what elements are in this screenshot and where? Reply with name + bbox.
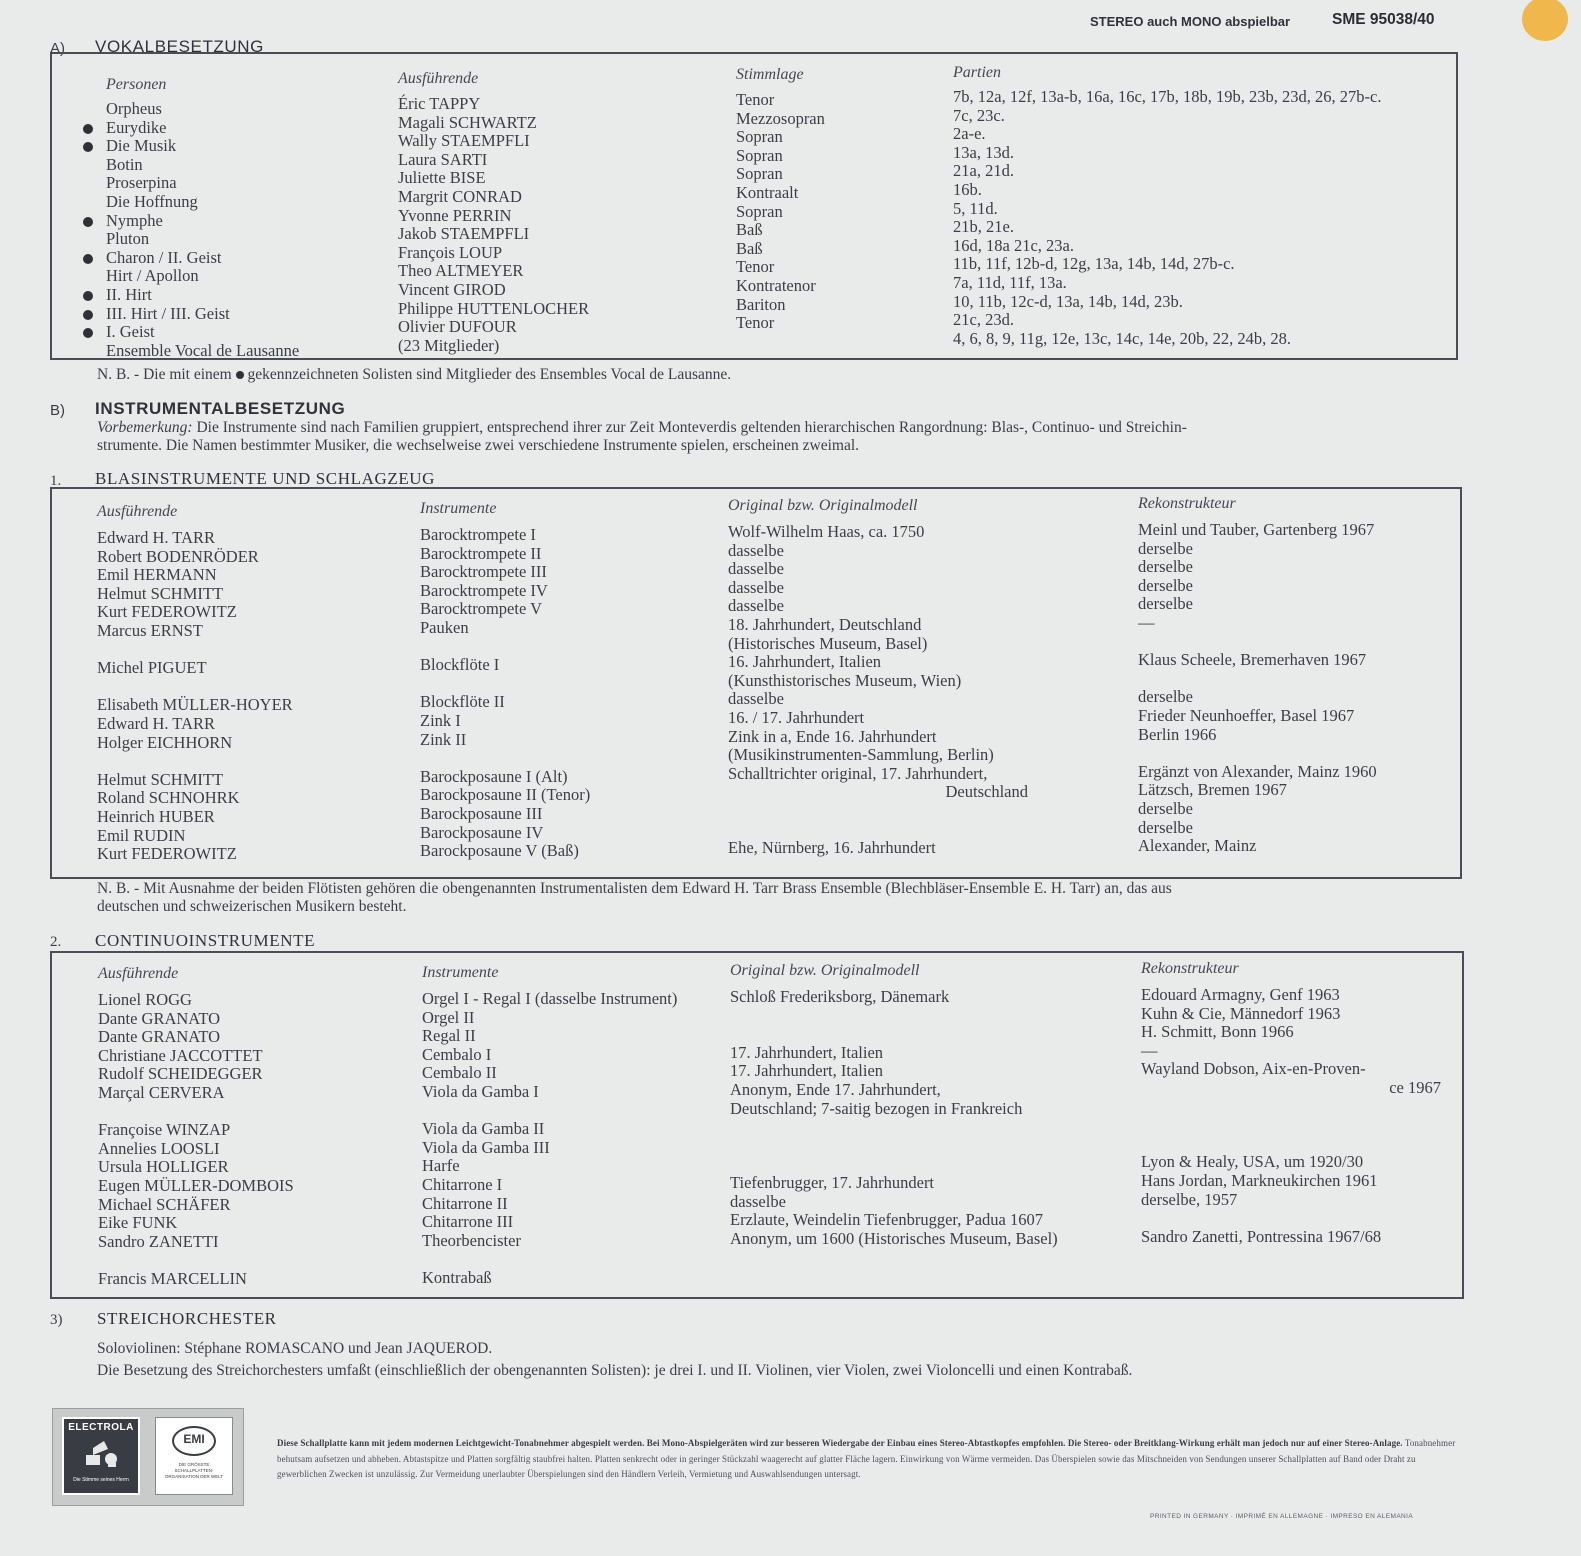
performer-cell: (23 Mitglieder) xyxy=(398,335,500,355)
brass-reconstructor-cell: derselbe xyxy=(1138,594,1193,614)
brass-instrument-cell: Pauken xyxy=(420,617,469,637)
brass-instrument-cell: Barocktrompete V xyxy=(420,599,543,619)
emi-logo xyxy=(155,1417,233,1495)
continuo-reconstructor-column xyxy=(1141,986,1441,1284)
performer-cell: Jakob STAEMPFLI xyxy=(398,224,530,244)
brass-nb-line-1: N. B. - Mit Ausnahme der beiden Flötisten gehören die obengenannten Instrumentalisten dem Edward H. Tarr Brass Ensemble (Blechbläser-Ensemble E. H. Tarr) an, das aus xyxy=(97,880,1172,897)
continuo-reconstructor-cell xyxy=(1141,1116,1441,1135)
brass-original-cell: 16. Jahrhundert, Italien xyxy=(728,652,882,672)
voice-type-cell: Tenor xyxy=(736,90,775,109)
brass-performer-cell: Kurt FEDEROWITZ xyxy=(97,844,237,864)
person-cell: Nymphe xyxy=(106,210,163,230)
brass-original-cell: Zink in a, Ende 16. Jahrhundert xyxy=(728,726,937,746)
bullet-icon xyxy=(83,310,93,320)
ensemble-marker xyxy=(83,119,93,138)
continuo-instrument-cell: Kontrabaß xyxy=(422,1267,492,1287)
section-b-heading: INSTRUMENTALBESETZUNG xyxy=(95,399,346,418)
continuo-instrument-cell: Chitarrone I xyxy=(422,1174,503,1194)
section-2-number: 2. xyxy=(50,934,62,950)
continuo-original-cell: Erzlaute, Weindelin Tiefenbrugger, Padua 1607 xyxy=(730,1210,1043,1230)
brass-instrument-cell: Barockposaune III xyxy=(420,803,543,823)
brass-performer-cell: Roland SCHNOHRK xyxy=(97,788,240,808)
brass-col-header-instrumente: Instrumente xyxy=(420,500,497,517)
continuo-reconstructor-cell xyxy=(1141,1135,1441,1154)
electrola-slogan: Die Stimme seines Herrn xyxy=(73,1477,129,1483)
continuo-original-cell xyxy=(730,1025,1058,1044)
brass-performer-cell xyxy=(97,678,293,697)
parts-cell: 16b. xyxy=(953,179,982,199)
brass-reconstructor-cell: derselbe xyxy=(1138,557,1193,577)
brass-instrument-cell: Barocktrompete I xyxy=(420,525,536,544)
continuo-performer-cell xyxy=(98,1103,294,1122)
col-header-partien: Partien xyxy=(953,64,1001,81)
col-header-ausfuehrende: Ausführende xyxy=(398,70,479,87)
vocal-nb-prefix: N. B. - Die mit einem xyxy=(97,366,232,383)
continuo-original-cell: 17. Jahrhundert, Italien xyxy=(730,1042,884,1062)
ensemble-marker xyxy=(83,156,93,175)
person-cell: Die Hoffnung xyxy=(106,191,198,211)
ensemble-marker xyxy=(83,193,93,212)
playback-notice-rest: Tonabnehmer behutsam aufsetzen und abheben. Abtastspitze und Platten sorgfältig staubfrei halten. Platten senkrecht oder in geringer Stückzahl waagerecht auf glatter Fläche lagern. Einwirkung von Wärme vermeiden. Das Überspielen sowie das Mitschneiden von Sendungen unserer Schallplatten auf Band oder Draht zu gewerblichen Zwecken ist unzulässig. Zur Vermeidung unerlaubter Überspielungen sind den Händlern Verleih, Vermietung und Auswahlsendungen untersagt. xyxy=(277,1438,1456,1479)
brass-instruments-column xyxy=(420,526,590,861)
continuo-original-cell xyxy=(730,1155,1058,1174)
continuo-performer-cell: Sandro ZANETTI xyxy=(98,1231,219,1251)
ensemble-marker xyxy=(83,174,93,193)
brass-reconstructor-cell: Berlin 1966 xyxy=(1138,724,1217,744)
continuo-instrument-cell: Cembalo I xyxy=(422,1044,492,1064)
continuo-reconstructor-cell xyxy=(1141,1209,1441,1228)
continuo-original-cell xyxy=(730,1267,1058,1286)
bullet-icon xyxy=(236,371,244,379)
ensemble-marker xyxy=(83,267,93,286)
vocal-nb-suffix: gekennzeichneten Solisten sind Mitglieder des Ensembles Vocal de Lausanne. xyxy=(247,366,732,383)
brass-reconstructor-cell: derselbe xyxy=(1138,575,1193,595)
solo-violins: Soloviolinen: Stéphane ROMASCANO und Jean JAQUEROD. xyxy=(97,1340,493,1357)
continuo-reconstructor-cell: ce 1967 xyxy=(1389,1077,1441,1097)
continuo-original-cell: Deutschland; 7-saitig bezogen in Frankreich xyxy=(730,1098,1023,1118)
brass-performer-cell: Emil HERMANN xyxy=(97,565,217,585)
voice-type-cell: Sopran xyxy=(736,127,783,147)
continuo-performer-cell: Annelies LOOSLI xyxy=(98,1138,220,1158)
personen-column xyxy=(106,100,299,360)
ensemble-markers xyxy=(83,100,93,360)
brass-original-cell xyxy=(728,802,1028,821)
brass-performer-cell: Elisabeth MÜLLER-HOYER xyxy=(97,695,293,715)
voice-type-cell: Tenor xyxy=(736,313,775,333)
brass-reconstructor-cell: derselbe xyxy=(1138,817,1193,837)
performer-cell: Laura SARTI xyxy=(398,149,488,169)
brass-instrument-cell: Barockposaune IV xyxy=(420,822,544,842)
continuo-performer-cell: Christiane JACCOTTET xyxy=(98,1045,263,1065)
continuo-instrument-cell: Orgel II xyxy=(422,1007,475,1027)
brass-performer-cell xyxy=(97,641,293,660)
continuo-original-cell xyxy=(730,1137,1058,1156)
parts-column xyxy=(953,88,1381,348)
continuo-original-cell: Anonym, um 1600 (Historisches Museum, Basel) xyxy=(730,1228,1058,1248)
performer-cell: Magali SCHWARTZ xyxy=(398,112,537,132)
continuo-performer-cell: Eugen MÜLLER-DOMBOIS xyxy=(98,1175,294,1195)
brass-reconstructor-cell xyxy=(1138,633,1377,652)
brass-instrument-cell xyxy=(420,675,590,694)
continuo-performer-cell: Eike FUNK xyxy=(98,1213,178,1233)
brass-reconstructor-cell: derselbe xyxy=(1138,538,1193,558)
continuo-instrument-cell: Harfe xyxy=(422,1156,460,1176)
brass-original-cell: Wolf-Wilhelm Haas, ca. 1750 xyxy=(728,522,925,541)
voice-type-cell: Sopran xyxy=(736,201,783,221)
brass-original-cell: dasselbe xyxy=(728,577,784,597)
vorbemerkung-line-1: Die Instrumente sind nach Familien gruppiert, entsprechend ihrer zur Zeit Monteverdis geltenden hierarchischen Rangordnung: Blas-, Continuo- und Streichin- xyxy=(196,419,1187,436)
brass-instrument-cell: Blockflöte II xyxy=(420,692,505,712)
logo-panel xyxy=(52,1408,244,1506)
performer-cell: Éric TAPPY xyxy=(398,94,481,113)
brass-performer-cell: Emil RUDIN xyxy=(97,825,186,845)
continuo-instrument-cell: Chitarrone III xyxy=(422,1212,514,1232)
continuo-original-cell: Tiefenbrugger, 17. Jahrhundert xyxy=(730,1172,935,1192)
person-cell: Botin xyxy=(106,154,143,174)
parts-cell: 7c, 23c. xyxy=(953,105,1005,125)
performer-cell: François LOUP xyxy=(398,242,503,262)
brass-original-cell: (Musikinstrumenten-Sammlung, Berlin) xyxy=(728,745,994,765)
continuo-reconstructor-cell: Lyon & Healy, USA, um 1920/30 xyxy=(1141,1152,1364,1172)
person-cell: Pluton xyxy=(106,229,150,249)
voice-type-cell: Kontraalt xyxy=(736,182,799,202)
person-cell: Die Musik xyxy=(106,136,177,156)
brass-original-cell: Ehe, Nürnberg, 16. Jahrhundert xyxy=(728,838,936,858)
section-1-heading: BLASINSTRUMENTE UND SCHLAGZEUG xyxy=(95,469,436,488)
brass-nb-note xyxy=(97,880,1467,916)
voice-type-cell: Sopran xyxy=(736,164,783,184)
parts-cell: 7b, 12a, 12f, 13a-b, 16a, 16c, 17b, 18b, 19b, 23b, 23d, 26, 27b-c. xyxy=(953,87,1382,106)
brass-col-header-ausfuehrende: Ausführende xyxy=(97,503,178,520)
string-orchestra-line: Die Besetzung des Streichorchesters umfaßt (einschließlich der obengenannten Solisten): je drei I. und II. Violinen, vier Violen, zwei Violoncelli und einen Kontrabaß. xyxy=(97,1362,1133,1379)
continuo-instrument-cell: Cembalo II xyxy=(422,1063,497,1083)
continuo-instrument-cell: Theorbencister xyxy=(422,1230,521,1250)
parts-cell: 21c, 23d. xyxy=(953,310,1014,330)
ensemble-marker xyxy=(83,342,93,361)
continuo-col-header-original: Original bzw. Originalmodell xyxy=(730,962,920,979)
person-cell: Orpheus xyxy=(106,99,162,118)
continuo-original-column xyxy=(730,988,1058,1286)
col-header-stimmlage: Stimmlage xyxy=(736,66,804,83)
brass-original-column xyxy=(728,523,1028,858)
bullet-icon xyxy=(83,124,93,134)
ensemble-marker xyxy=(83,137,93,156)
brass-reconstructor-cell: derselbe xyxy=(1138,798,1193,818)
brass-original-cell: Deutschland xyxy=(945,782,1028,802)
continuo-original-cell: dasselbe xyxy=(730,1191,786,1211)
bullet-icon xyxy=(83,328,93,338)
parts-cell: 16d, 18a 21c, 23a. xyxy=(953,235,1074,255)
continuo-reconstructor-cell: Hans Jordan, Markneukirchen 1961 xyxy=(1141,1170,1378,1190)
brass-original-cell: Schalltrichter original, 17. Jahrhundert, xyxy=(728,763,988,783)
stereo-note: STEREO auch MONO abspielbar xyxy=(1090,14,1291,29)
brass-performer-cell: Heinrich HUBER xyxy=(97,806,215,826)
voice-type-cell: Mezzosopran xyxy=(736,108,825,128)
performer-cell: Wally STAEMPFLI xyxy=(398,131,530,151)
brass-instrument-cell: Barockposaune V (Baß) xyxy=(420,841,579,861)
parts-cell: 4, 6, 8, 9, 11g, 12e, 13c, 14c, 14e, 20b, 22, 24b, 28. xyxy=(953,328,1292,348)
continuo-reconstructor-cell: — xyxy=(1141,1040,1158,1060)
performer-cell: Margrit CONRAD xyxy=(398,186,522,206)
brass-instrument-cell: Zink II xyxy=(420,729,467,749)
performer-cell: Philippe HUTTENLOCHER xyxy=(398,298,590,318)
section-a-number: A) xyxy=(50,40,65,57)
brass-performer-cell: Holger EICHHORN xyxy=(97,732,233,752)
ensemble-marker xyxy=(83,212,93,231)
brass-reconstructor-cell: Frieder Neunhoeffer, Basel 1967 xyxy=(1138,705,1355,725)
brass-original-cell: dasselbe xyxy=(728,689,784,709)
brass-reconstructor-cell: Lätzsch, Bremen 1967 xyxy=(1138,780,1287,800)
brass-original-cell: dasselbe xyxy=(728,596,784,616)
continuo-original-cell xyxy=(730,1118,1058,1137)
brass-reconstructor-cell: Alexander, Mainz xyxy=(1138,836,1257,856)
bullet-icon xyxy=(83,142,93,152)
section-3-heading: STREICHORCHESTER xyxy=(97,1309,277,1328)
performer-cell: Vincent GIROD xyxy=(398,279,506,299)
continuo-reconstructor-cell: H. Schmitt, Bonn 1966 xyxy=(1141,1022,1294,1042)
brass-instrument-cell: Barockposaune II (Tenor) xyxy=(420,785,591,805)
brass-reconstructor-cell xyxy=(1138,670,1377,689)
continuo-performer-cell: Françoise WINZAP xyxy=(98,1120,231,1140)
continuo-col-header-ausfuehrende: Ausführende xyxy=(98,965,179,982)
continuo-instrument-cell: Viola da Gamba III xyxy=(422,1137,550,1157)
ensemble-marker xyxy=(83,100,93,119)
brass-performer-cell: Marcus ERNST xyxy=(97,620,203,640)
parts-cell: 10, 11b, 12c-d, 13a, 14b, 14d, 23b. xyxy=(953,291,1183,311)
person-cell: Ensemble Vocal de Lausanne xyxy=(106,340,300,360)
person-cell: Hirt / Apollon xyxy=(106,266,199,286)
vorbemerkung xyxy=(97,419,1467,455)
continuo-col-header-rekonstrukteur: Rekonstrukteur xyxy=(1141,960,1239,977)
parts-cell: 7a, 11d, 11f, 13a. xyxy=(953,272,1067,292)
brass-performer-cell: Edward H. TARR xyxy=(97,528,215,547)
voice-type-cell: Tenor xyxy=(736,257,775,277)
col-header-personen: Personen xyxy=(106,76,167,93)
brass-instrument-cell xyxy=(420,749,590,768)
continuo-original-cell: 17. Jahrhundert, Italien xyxy=(730,1061,884,1081)
continuo-performer-cell: Marçal CERVERA xyxy=(98,1082,225,1102)
brass-reconstructor-cell: derselbe xyxy=(1138,687,1193,707)
printed-in-germany: PRINTED IN GERMANY · IMPRIMÉ EN ALLEMAGNE · IMPRESO EN ALEMANIA xyxy=(1150,1513,1414,1520)
price-sticker xyxy=(1522,0,1568,41)
brass-performers-column xyxy=(97,529,293,864)
continuo-instrument-cell: Orgel I - Regal I (dasselbe Instrument) xyxy=(422,989,678,1008)
performer-cell: Theo ALTMEYER xyxy=(398,261,524,281)
brass-instrument-cell: Barocktrompete II xyxy=(420,543,542,563)
ensemble-marker xyxy=(83,249,93,268)
brass-reconstructor-cell xyxy=(1138,744,1377,763)
performer-cell: Yvonne PERRIN xyxy=(398,205,512,225)
performer-cell: Olivier DUFOUR xyxy=(398,317,517,337)
emi-slogan: DIE GRÖSSTE SCHALLPLATTEN-ORGANISATION DER WELT xyxy=(164,1462,224,1479)
parts-cell: 21b, 21e. xyxy=(953,217,1014,237)
section-2-heading: CONTINUOINSTRUMENTE xyxy=(95,931,316,950)
voice-type-cell: Sopran xyxy=(736,145,783,165)
ensemble-marker xyxy=(83,323,93,342)
bullet-icon xyxy=(83,291,93,301)
electrola-wordmark: ELECTROLA xyxy=(68,1422,134,1433)
brass-original-cell: (Kunsthistorisches Museum, Wien) xyxy=(728,670,962,690)
continuo-performers-column xyxy=(98,991,294,1289)
person-cell: II. Hirt xyxy=(106,284,152,304)
parts-cell: 5, 11d. xyxy=(953,198,998,218)
ensemble-marker xyxy=(83,305,93,324)
continuo-performer-cell: Lionel ROGG xyxy=(98,990,192,1009)
brass-original-cell: dasselbe xyxy=(728,559,784,579)
continuo-original-cell: Schloß Frederiksborg, Dänemark xyxy=(730,987,950,1006)
person-cell: III. Hirt / III. Geist xyxy=(106,303,230,323)
playback-notice-bold: Diese Schallplatte kann mit jedem modernen Leichtgewicht-Tonabnehmer abgespielt werden. Bei Mono-Abspielgeräten wird zur besseren Wiedergabe der Einbau eines Stereo-Abtastkopfes empfohlen. Die Stereo- oder Breitklang-Wirkung erhält man jedoch nur auf einer Stereo-Anlage. xyxy=(277,1438,1403,1448)
section-b-number: B) xyxy=(50,402,65,419)
voice-type-cell: Baß xyxy=(736,220,763,240)
continuo-original-cell xyxy=(730,1007,1058,1026)
continuo-reconstructor-cell xyxy=(1141,1265,1441,1284)
brass-instrument-cell xyxy=(420,638,590,657)
vocal-performers-column xyxy=(398,95,589,355)
brass-instrument-cell: Zink I xyxy=(420,710,461,730)
brass-performer-cell: Helmut SCHMITT xyxy=(97,583,224,603)
continuo-reconstructor-cell xyxy=(1141,1098,1441,1117)
continuo-reconstructor-cell xyxy=(1141,1246,1441,1265)
continuo-instrument-cell: Viola da Gamba II xyxy=(422,1119,545,1139)
catalog-number: SME 95038/40 xyxy=(1332,11,1435,28)
brass-performer-cell: Michel PIGUET xyxy=(97,658,207,678)
section-3-number: 3) xyxy=(50,1312,63,1328)
brass-original-cell: (Historisches Museum, Basel) xyxy=(728,633,928,653)
continuo-instrument-cell xyxy=(422,1102,677,1121)
continuo-instrument-cell: Viola da Gamba I xyxy=(422,1081,539,1101)
brass-original-cell xyxy=(728,821,1028,840)
section-1-number: 1. xyxy=(50,473,62,489)
continuo-reconstructor-cell: Edouard Armagny, Genf 1963 xyxy=(1141,985,1340,1004)
electrola-logo xyxy=(62,1417,140,1495)
continuo-reconstructor-cell: Sandro Zanetti, Pontressina 1967/68 xyxy=(1141,1226,1382,1246)
continuo-col-header-instrumente: Instrumente xyxy=(422,964,499,981)
gramophone-dog-icon xyxy=(84,1439,120,1469)
person-cell: Proserpina xyxy=(106,173,177,193)
emi-wordmark: EMI xyxy=(183,1432,205,1446)
playback-notice xyxy=(277,1436,1463,1483)
person-cell: Charon / II. Geist xyxy=(106,247,222,267)
person-cell: I. Geist xyxy=(106,322,155,342)
brass-original-cell: dasselbe xyxy=(728,540,784,560)
voice-type-cell: Kontratenor xyxy=(736,275,816,295)
performer-cell: Juliette BISE xyxy=(398,168,486,188)
brass-performer-cell: Edward H. TARR xyxy=(97,713,215,733)
brass-original-cell: 16. / 17. Jahrhundert xyxy=(728,707,865,727)
continuo-instrument-cell: Chitarrone II xyxy=(422,1193,508,1213)
brass-original-cell: 18. Jahrhundert, Deutschland xyxy=(728,614,922,634)
brass-performer-cell: Robert BODENRÖDER xyxy=(97,546,259,566)
continuo-instruments-column xyxy=(422,990,677,1288)
continuo-performer-cell: Dante GRANATO xyxy=(98,1027,221,1047)
continuo-performer-cell: Michael SCHÄFER xyxy=(98,1194,231,1214)
parts-cell: 11b, 11f, 12b-d, 12g, 13a, 14b, 14d, 27b-c. xyxy=(953,254,1235,274)
continuo-reconstructor-cell: Kuhn & Cie, Männedorf 1963 xyxy=(1141,1003,1341,1023)
ensemble-marker xyxy=(83,230,93,249)
brass-nb-line-2: deutschen und schweizerischen Musikern besteht. xyxy=(97,898,407,915)
section-a-heading: VOKALBESETZUNG xyxy=(95,37,264,56)
continuo-original-cell xyxy=(730,1248,1058,1267)
brass-reconstructor-cell: — xyxy=(1138,612,1155,632)
parts-cell: 13a, 13d. xyxy=(953,142,1014,162)
ensemble-marker xyxy=(83,286,93,305)
brass-reconstructor-cell: Klaus Scheele, Bremerhaven 1967 xyxy=(1138,650,1367,670)
brass-instrument-cell: Blockflöte I xyxy=(420,655,500,675)
brass-instrument-cell: Barocktrompete IV xyxy=(420,580,548,600)
brass-reconstructor-cell: Ergänzt von Alexander, Mainz 1960 xyxy=(1138,761,1377,781)
continuo-performer-cell: Ursula HOLLIGER xyxy=(98,1157,229,1177)
brass-col-header-rekonstrukteur: Rekonstrukteur xyxy=(1138,495,1236,512)
continuo-performer-cell: Dante GRANATO xyxy=(98,1008,221,1028)
continuo-performer-cell: Francis MARCELLIN xyxy=(98,1268,247,1288)
person-cell: Eurydike xyxy=(106,117,167,137)
parts-cell: 21a, 21d. xyxy=(953,161,1014,181)
voice-type-cell: Bariton xyxy=(736,294,786,314)
continuo-reconstructor-cell: derselbe, 1957 xyxy=(1141,1189,1238,1209)
brass-performer-cell: Kurt FEDEROWITZ xyxy=(97,602,237,622)
brass-reconstructor-cell: Meinl und Tauber, Gartenberg 1967 xyxy=(1138,520,1375,539)
continuo-original-cell: Anonym, Ende 17. Jahrhundert, xyxy=(730,1079,941,1099)
voice-type-column xyxy=(736,91,825,333)
bullet-icon xyxy=(83,254,93,264)
brass-performer-cell: Helmut SCHMITT xyxy=(97,769,224,789)
vocal-nb-note xyxy=(97,366,731,384)
brass-col-header-original: Original bzw. Originalmodell xyxy=(728,497,918,514)
parts-cell: 2a-e. xyxy=(953,124,986,144)
continuo-instrument-cell: Regal II xyxy=(422,1026,476,1046)
continuo-performer-cell: Rudolf SCHEIDEGGER xyxy=(98,1064,263,1084)
continuo-instrument-cell xyxy=(422,1250,677,1269)
brass-instrument-cell: Barocktrompete III xyxy=(420,562,547,582)
voice-type-cell: Baß xyxy=(736,238,763,258)
continuo-reconstructor-cell: Wayland Dobson, Aix-en-Proven- xyxy=(1141,1059,1366,1079)
brass-reconstructor-column xyxy=(1138,521,1377,856)
bullet-icon xyxy=(83,217,93,227)
vorbemerkung-line-2: strumente. Die Namen bestimmter Musiker, die wechselweise zwei verschiedene Instrumente spielen, erscheinen zweimal. xyxy=(97,437,860,454)
brass-instrument-cell: Barockposaune I (Alt) xyxy=(420,766,568,786)
vorbemerkung-label: Vorbemerkung: xyxy=(97,419,193,436)
continuo-performer-cell xyxy=(98,1251,294,1270)
brass-performer-cell xyxy=(97,752,293,771)
